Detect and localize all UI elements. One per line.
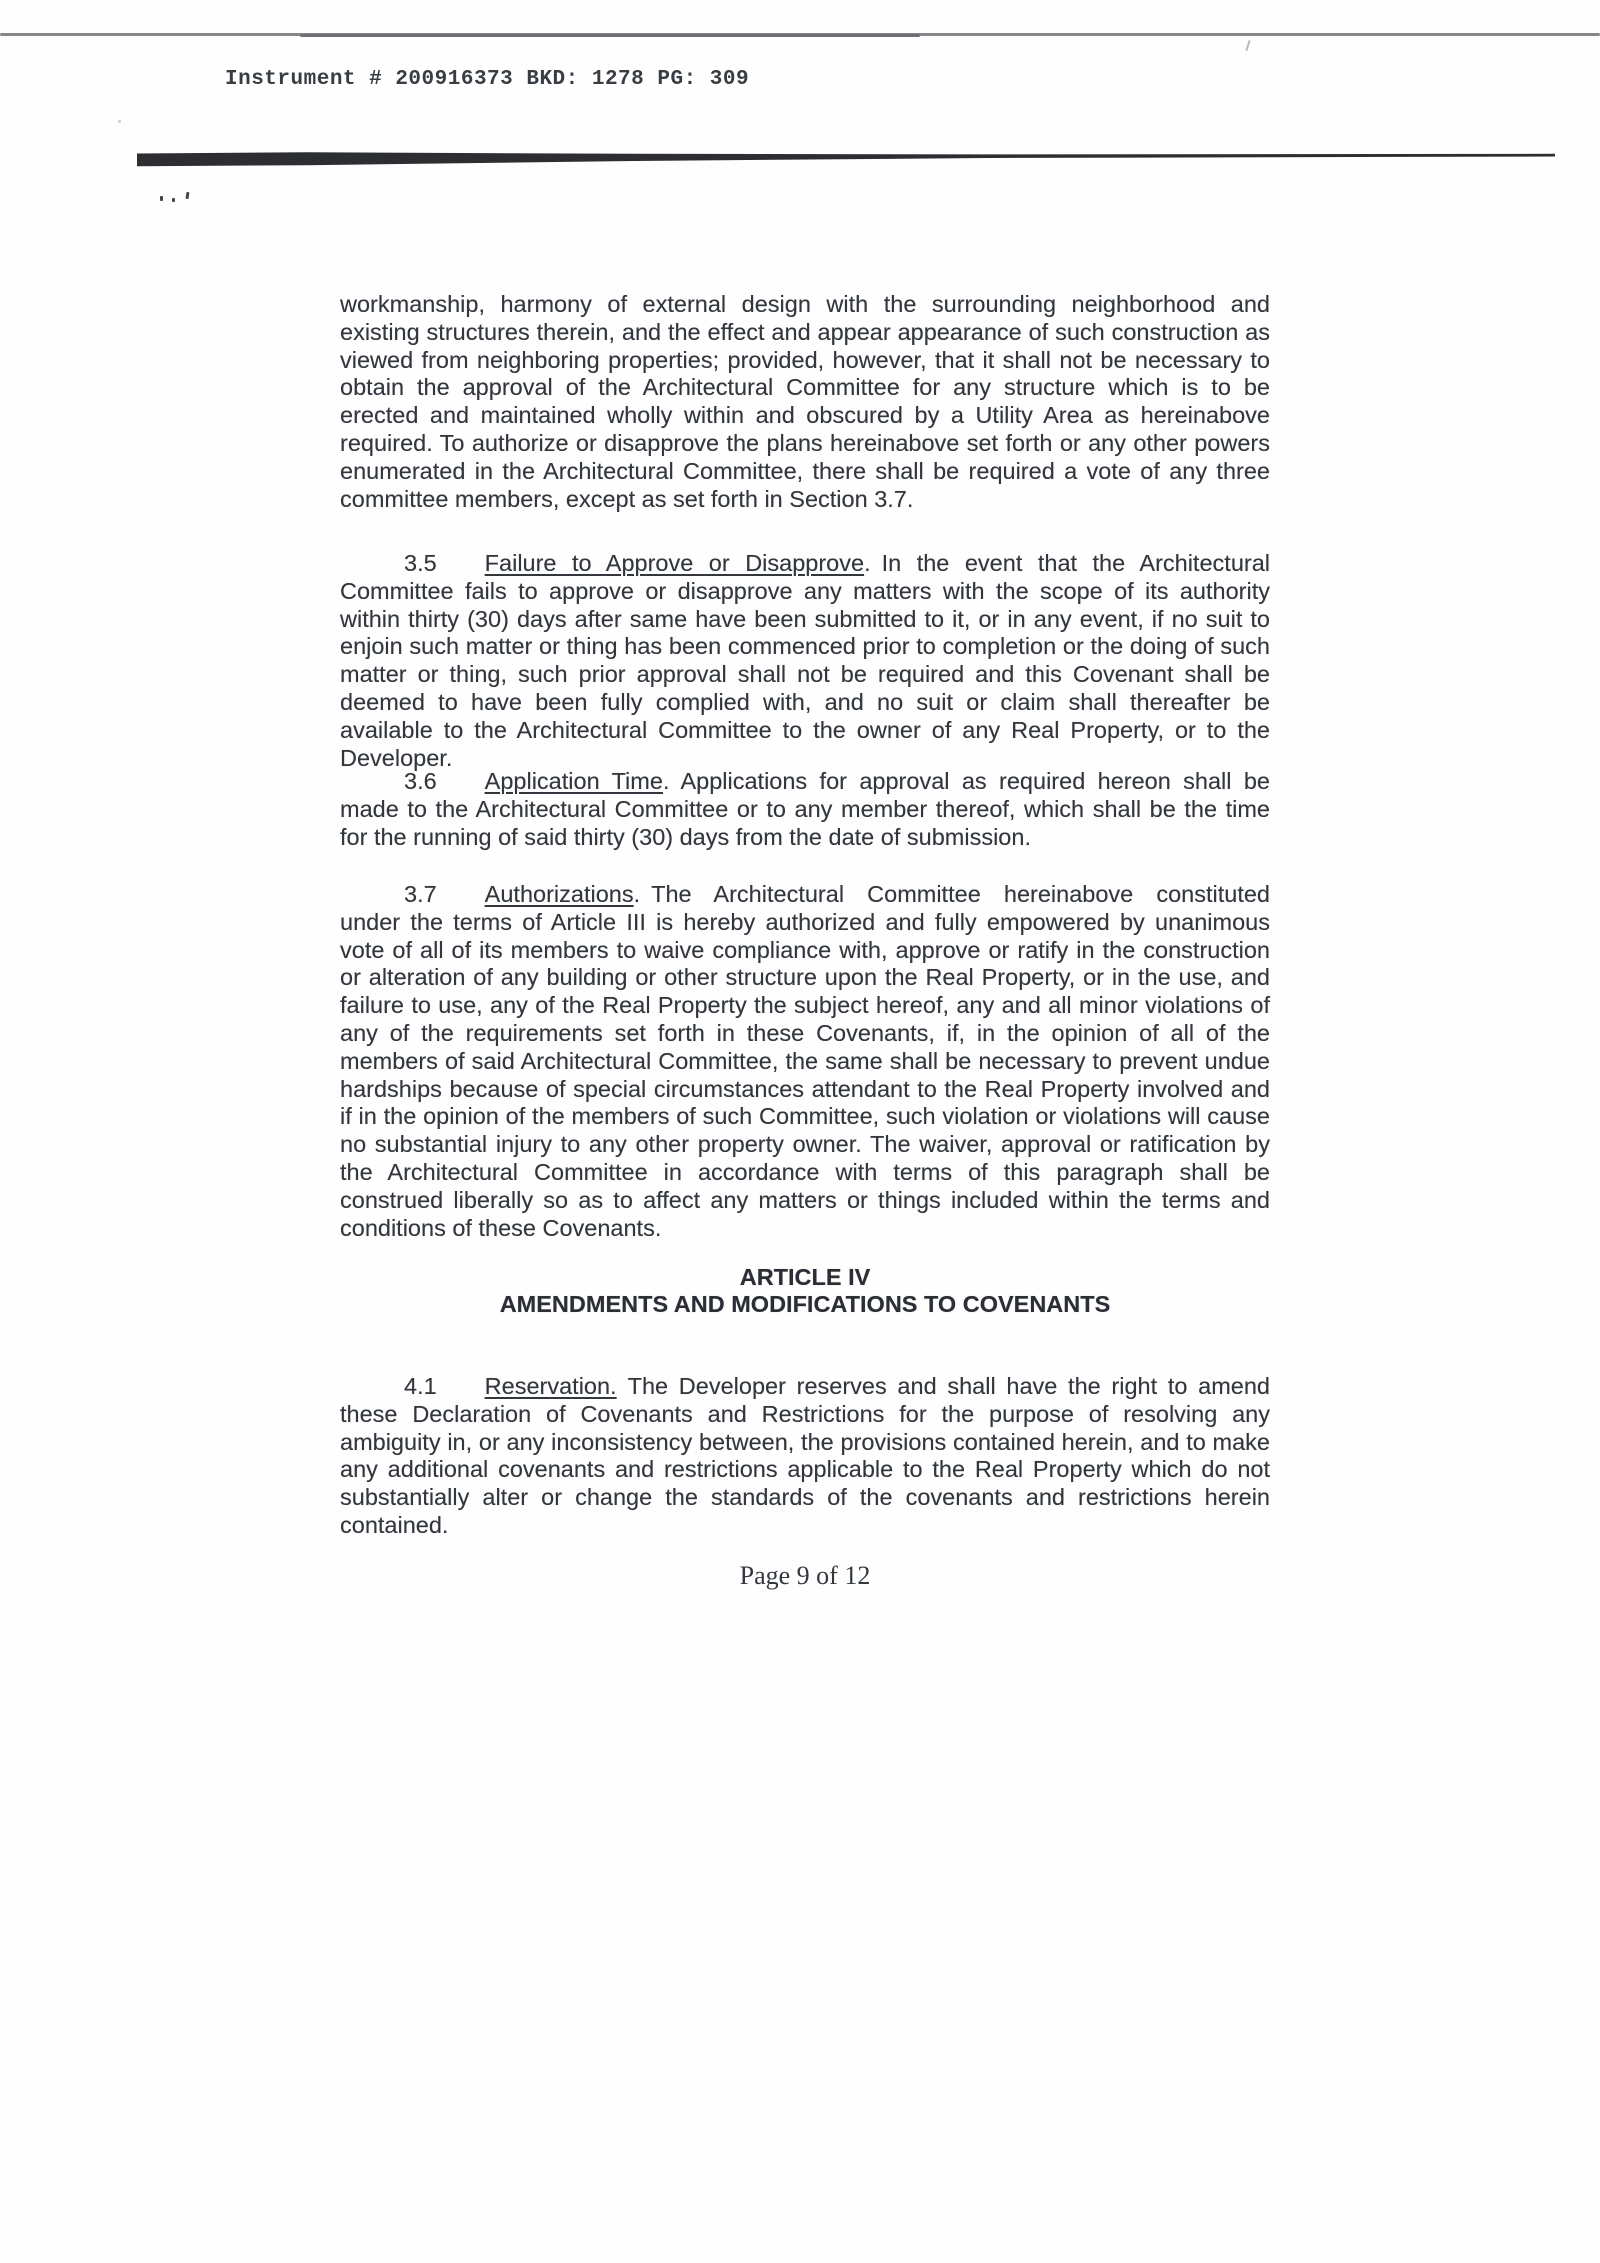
- section-title: Authorizations: [484, 881, 634, 907]
- section-number: 3.6: [404, 768, 437, 794]
- scan-speck: [186, 192, 190, 199]
- scan-tick-mark: [1245, 40, 1250, 51]
- section-title-period: .: [633, 881, 641, 907]
- paragraph-continuation: workmanship, harmony of external design with the surrounding neighborhood and existing structures therein, and the effect and appear appearance of such construction as viewed from neighboring properties; provided, however, that it shall not be necessary to obtain the approval of the Architectural Committee for any structure which is to be erected and maintained wholly within and obscured by a Utility Area as hereinabove required. To authorize or disapprove the plans hereinabove set forth or any other powers enumerated in the Architectural Committee, there shall be required a vote of any three committee members, except as set forth in Section 3.7.: [340, 291, 1270, 512]
- scan-speck: [118, 120, 121, 123]
- header-divider-rule: [137, 152, 1555, 167]
- section-title-period: .: [864, 550, 871, 576]
- scan-speck: [172, 198, 175, 202]
- article-subtitle: AMENDMENTS AND MODIFICATIONS TO COVENANTS: [499, 1291, 1111, 1317]
- section-title: Failure to Approve or Disapprove: [484, 550, 865, 576]
- section-body-text: The Architectural Committee hereinabove constituted under the terms of Article III is hereby authorized and fully empowered by unanimous vote of all of its members to waive compliance with, approve or ratify in the construction or alteration of any building or other structure upon the Real Property, or in the use, and failure to use, any of the Real Property the subject hereof, any and all minor violations of any of the requirements set forth in these Covenants, if, in the opinion of all of the members of said Architectural Committee, the same shall be necessary to prevent undue hardships because of special circumstances attendant to the Real Property involved and if in the opinion of the members of such Committee, such violation or violations will cause no substantial injury to any other property owner. The waiver, approval or ratification by the Architectural Committee in accordance with terms of this paragraph shall be construed liberally so as to affect any matters or things included within the terms and conditions of these Covenants.: [340, 881, 1270, 1241]
- top-scan-artifact-line-overlay: [300, 34, 920, 37]
- section-4-1: [340, 1373, 1270, 1540]
- section-3-5: [340, 550, 1270, 772]
- section-body-text: The Developer reserves and shall have the right to amend these Declaration of Covenants and Restrictions for the purpose of resolving any ambiguity in, or any inconsistency between, the provisions contained herein, and to make any additional covenants and restrictions applicable to the Real Property which do not substantially alter or change the standards of the covenants and restrictions herein contained.: [340, 1373, 1270, 1538]
- section-title-period: .: [662, 768, 670, 794]
- section-body-text: Applications for approval as required hereon shall be made to the Architectural Committee or to any member thereof, which shall be the time for the running of said thirty (30) days from the date of submission.: [340, 768, 1271, 850]
- scan-speck: [160, 196, 163, 201]
- section-body-text: In the event that the Architectural Committee fails to approve or disapprove any matters with the scope of its authority within thirty (30) days after same have been submitted to it, or in any event, if no suit to enjoin such matter or thing has been commenced prior to completion or the doing of such matter or thing, such prior approval shall not be required and this Covenant shall be deemed to have been fully complied with, and no suit or claim shall thereafter be available to the Architectural Committee to the owner of any Real Property, or to the Developer.: [340, 550, 1270, 771]
- instrument-recording-header: Instrument # 200916373 BKD: 1278 PG: 309: [225, 68, 750, 91]
- section-number: 3.7: [404, 881, 437, 907]
- section-number: 4.1: [404, 1373, 437, 1399]
- section-title: Reservation.: [484, 1373, 617, 1399]
- section-title: Application Time: [484, 768, 663, 794]
- article-title: ARTICLE IV: [739, 1264, 871, 1290]
- page-number-footer: Page 9 of 12: [739, 1561, 871, 1590]
- section-3-6: [340, 768, 1270, 851]
- section-number: 3.5: [404, 550, 437, 576]
- section-3-7: [340, 881, 1270, 1242]
- article-heading: [340, 1264, 1270, 1318]
